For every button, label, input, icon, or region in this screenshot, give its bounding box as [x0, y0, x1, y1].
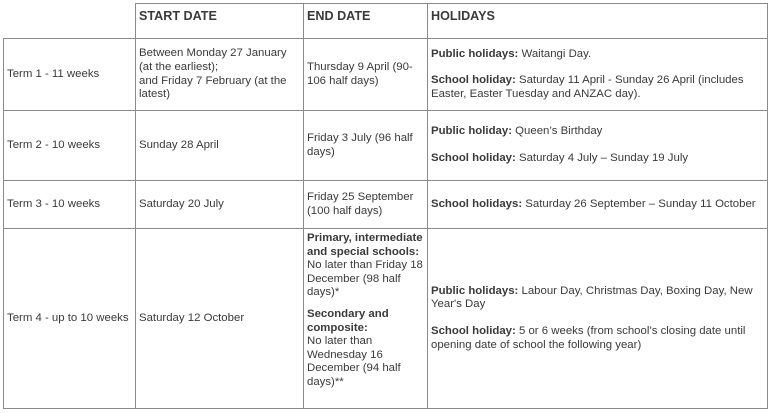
- holiday-text: Saturday 4 July – Sunday 19 July: [515, 152, 689, 164]
- end-group-label: Primary, intermediate and special schools:: [307, 232, 423, 258]
- holiday-text: Labour Day, Christmas Day, Boxing Day, New Year's Day: [431, 284, 753, 311]
- holiday-label: School holidays:: [431, 197, 523, 210]
- holiday-label: School holiday:: [431, 74, 516, 87]
- table-row: [4, 181, 768, 229]
- holidays-cell: [428, 181, 768, 229]
- end-date-cell: [304, 229, 428, 409]
- header-holidays: HOLIDAYS: [428, 4, 768, 39]
- start-date-cell: [136, 39, 304, 111]
- header-end-date: END DATE: [304, 4, 428, 39]
- term-cell: Term 3 - 10 weeks: [4, 181, 136, 229]
- holiday-text: 5 or 6 weeks (from school’s closing date until opening date of school the following year): [431, 325, 746, 351]
- holiday-label: Public holiday:: [431, 125, 513, 138]
- start-date-line: Saturday 20 July: [139, 197, 224, 210]
- table-row: [4, 229, 768, 409]
- end-date-cell: Thursday 9 April (90-106 half days): [304, 39, 428, 111]
- end-date-cell: Friday 25 September (100 half days): [304, 181, 428, 229]
- term-cell: Term 4 - up to 10 weeks: [4, 229, 136, 409]
- holidays-cell: [428, 229, 768, 409]
- start-date-cell: [136, 229, 304, 409]
- end-date-cell: Friday 3 July (96 half days): [304, 111, 428, 181]
- end-group-label: Secondary and composite:: [307, 307, 389, 334]
- term-cell: Term 2 - 10 weeks: [4, 111, 136, 181]
- header-row: [4, 4, 768, 39]
- holiday-text: Saturday 26 September – Sunday 11 October: [522, 197, 756, 210]
- start-date-line: and Friday 7 February (at the latest): [139, 74, 287, 101]
- header-start-date: START DATE: [136, 4, 304, 39]
- school-terms-table: [3, 3, 768, 409]
- holidays-cell: [428, 111, 768, 181]
- holiday-label: Public holidays:: [431, 284, 519, 297]
- start-date-line: Sunday 28 April: [139, 138, 219, 151]
- holiday-label: School holiday:: [431, 152, 516, 164]
- term-cell: Term 1 - 11 weeks: [4, 39, 136, 111]
- start-date-cell: [136, 181, 304, 229]
- start-date-line: Between Monday 27 January (at the earliest);: [139, 47, 287, 73]
- holiday-text: Saturday 11 April - Sunday 26 April (includes Easter, Easter Tuesday and ANZAC day).: [431, 74, 744, 100]
- holiday-label: School holiday:: [431, 325, 516, 337]
- end-group-text: No later than Friday 18 December (98 half days)*: [307, 259, 423, 299]
- holiday-text: Queen’s Birthday: [512, 125, 603, 138]
- holidays-cell: [428, 39, 768, 111]
- table-row: [4, 111, 768, 181]
- header-blank: [4, 4, 136, 39]
- start-date-line: Saturday 12 October: [139, 311, 245, 324]
- holiday-text: Waitangi Day.: [518, 47, 592, 60]
- end-group-text: No later than Wednesday 16 December (94 half days)**: [307, 335, 401, 388]
- holiday-label: Public holidays:: [431, 47, 519, 60]
- start-date-cell: [136, 111, 304, 181]
- table-row: [4, 39, 768, 111]
